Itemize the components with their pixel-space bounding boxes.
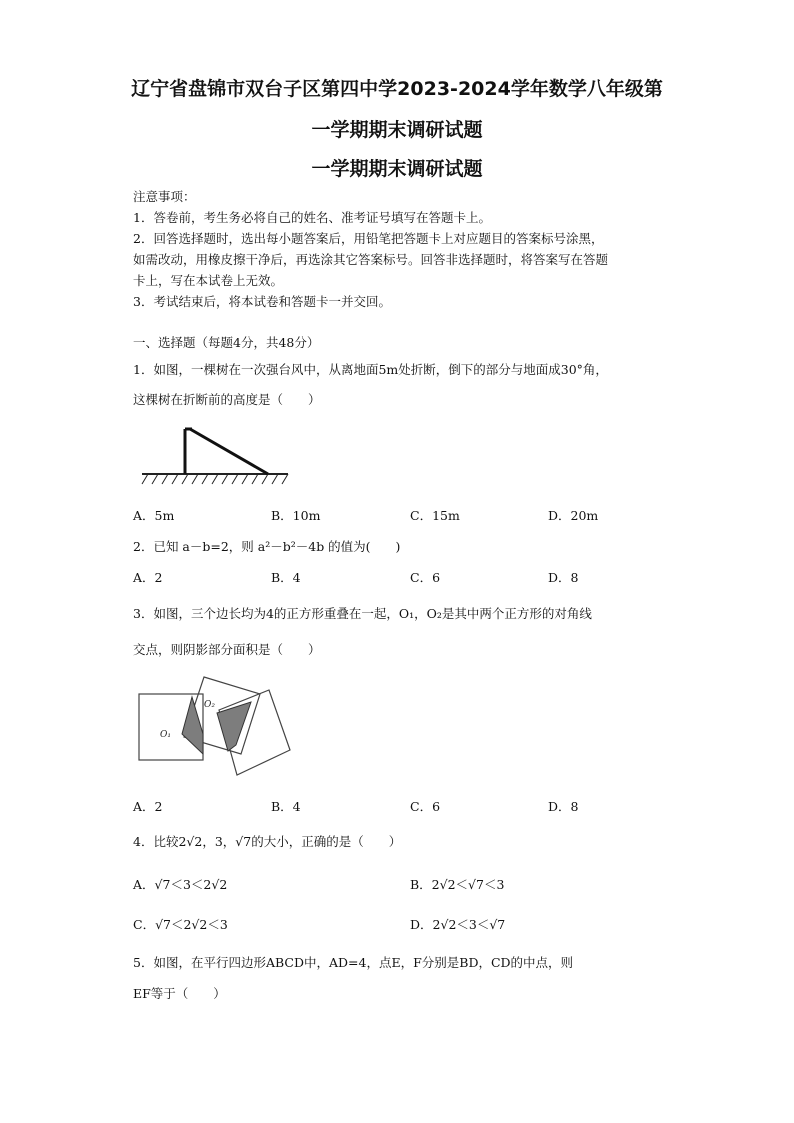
question-1-option-a: A．5m bbox=[133, 508, 175, 523]
notes-item: 3．考试结束后，将本试卷和答题卡一并交回。 bbox=[133, 294, 391, 309]
question-2-option-b: B．4 bbox=[271, 570, 301, 585]
notes-item: 1．答卷前，考生务必将自己的姓名、准考证号填写在答题卡上。 bbox=[133, 210, 491, 225]
overlapping-squares-figure bbox=[134, 672, 299, 782]
question-3-option-a: A．2 bbox=[133, 799, 163, 814]
notes-item: 2．回答选择题时，选出每小题答案后，用铅笔把答题卡上对应题目的答案标号涂黑， bbox=[133, 231, 604, 246]
label-o1: O₁ bbox=[160, 730, 171, 740]
question-3-option-b: B．4 bbox=[271, 799, 301, 814]
question-3-line-1: 3．如图，三个边长均为4的正方形重叠在一起，O₁，O₂是其中两个正方形的对角线 bbox=[133, 606, 592, 621]
question-3-line-2: 交点，则阴影部分面积是（ ） bbox=[133, 642, 321, 657]
question-1-line-1: 1．如图，一棵树在一次强台风中，从离地面5m处折断，倒下的部分与地面成30°角， bbox=[133, 362, 608, 377]
title-line-1: 辽宁省盘锦市双台子区第四中学2023-2024学年数学八年级第 bbox=[131, 78, 663, 100]
question-1-option-d: D．20m bbox=[548, 508, 599, 523]
question-4-option-d: D．2√2＜3＜√7 bbox=[410, 917, 506, 932]
title-line-3: 一学期期末调研试题 bbox=[311, 158, 483, 180]
notes-item: 卡上，写在本试卷上无效。 bbox=[133, 273, 284, 288]
ground-hatching bbox=[142, 474, 288, 484]
question-2-option-c: C．6 bbox=[410, 570, 441, 585]
question-2-line-1: 2．已知 a－b=2，则 a²－b²－4b 的值为( ) bbox=[133, 539, 401, 554]
title-line-2: 一学期期末调研试题 bbox=[311, 119, 483, 141]
question-2-option-a: A．2 bbox=[133, 570, 163, 585]
question-4-line-1: 4．比较2√2，3，√7的大小，正确的是（ ） bbox=[133, 834, 402, 849]
question-1-option-c: C．15m bbox=[410, 508, 460, 523]
section-heading: 一、选择题（每题4分，共48分） bbox=[133, 335, 320, 350]
question-3-option-d: D．8 bbox=[548, 799, 579, 814]
question-5-line-1: 5．如图，在平行四边形ABCD中，AD=4，点E，F分别是BD，CD的中点，则 bbox=[133, 955, 574, 970]
question-5-line-2: EF等于（ ） bbox=[133, 986, 226, 1001]
label-o2: O₂ bbox=[204, 700, 215, 710]
question-2-option-d: D．8 bbox=[548, 570, 579, 585]
notes-heading: 注意事项： bbox=[133, 189, 196, 204]
question-3-option-c: C．6 bbox=[410, 799, 441, 814]
question-4-option-a: A．√7＜3＜2√2 bbox=[133, 877, 228, 892]
fallen-part bbox=[190, 429, 268, 474]
question-4-option-b: B．2√2＜√7＜3 bbox=[410, 877, 505, 892]
notes-item: 如需改动，用橡皮擦干净后，再选涂其它答案标号。回答非选择题时，将答案写在答题 bbox=[133, 252, 609, 267]
question-1-option-b: B．10m bbox=[271, 508, 321, 523]
broken-tree-figure bbox=[138, 422, 298, 487]
question-1-line-2: 这棵树在折断前的高度是（ ） bbox=[133, 392, 321, 407]
shaded-region-1 bbox=[182, 697, 203, 754]
question-4-option-c: C．√7＜2√2＜3 bbox=[133, 917, 228, 932]
